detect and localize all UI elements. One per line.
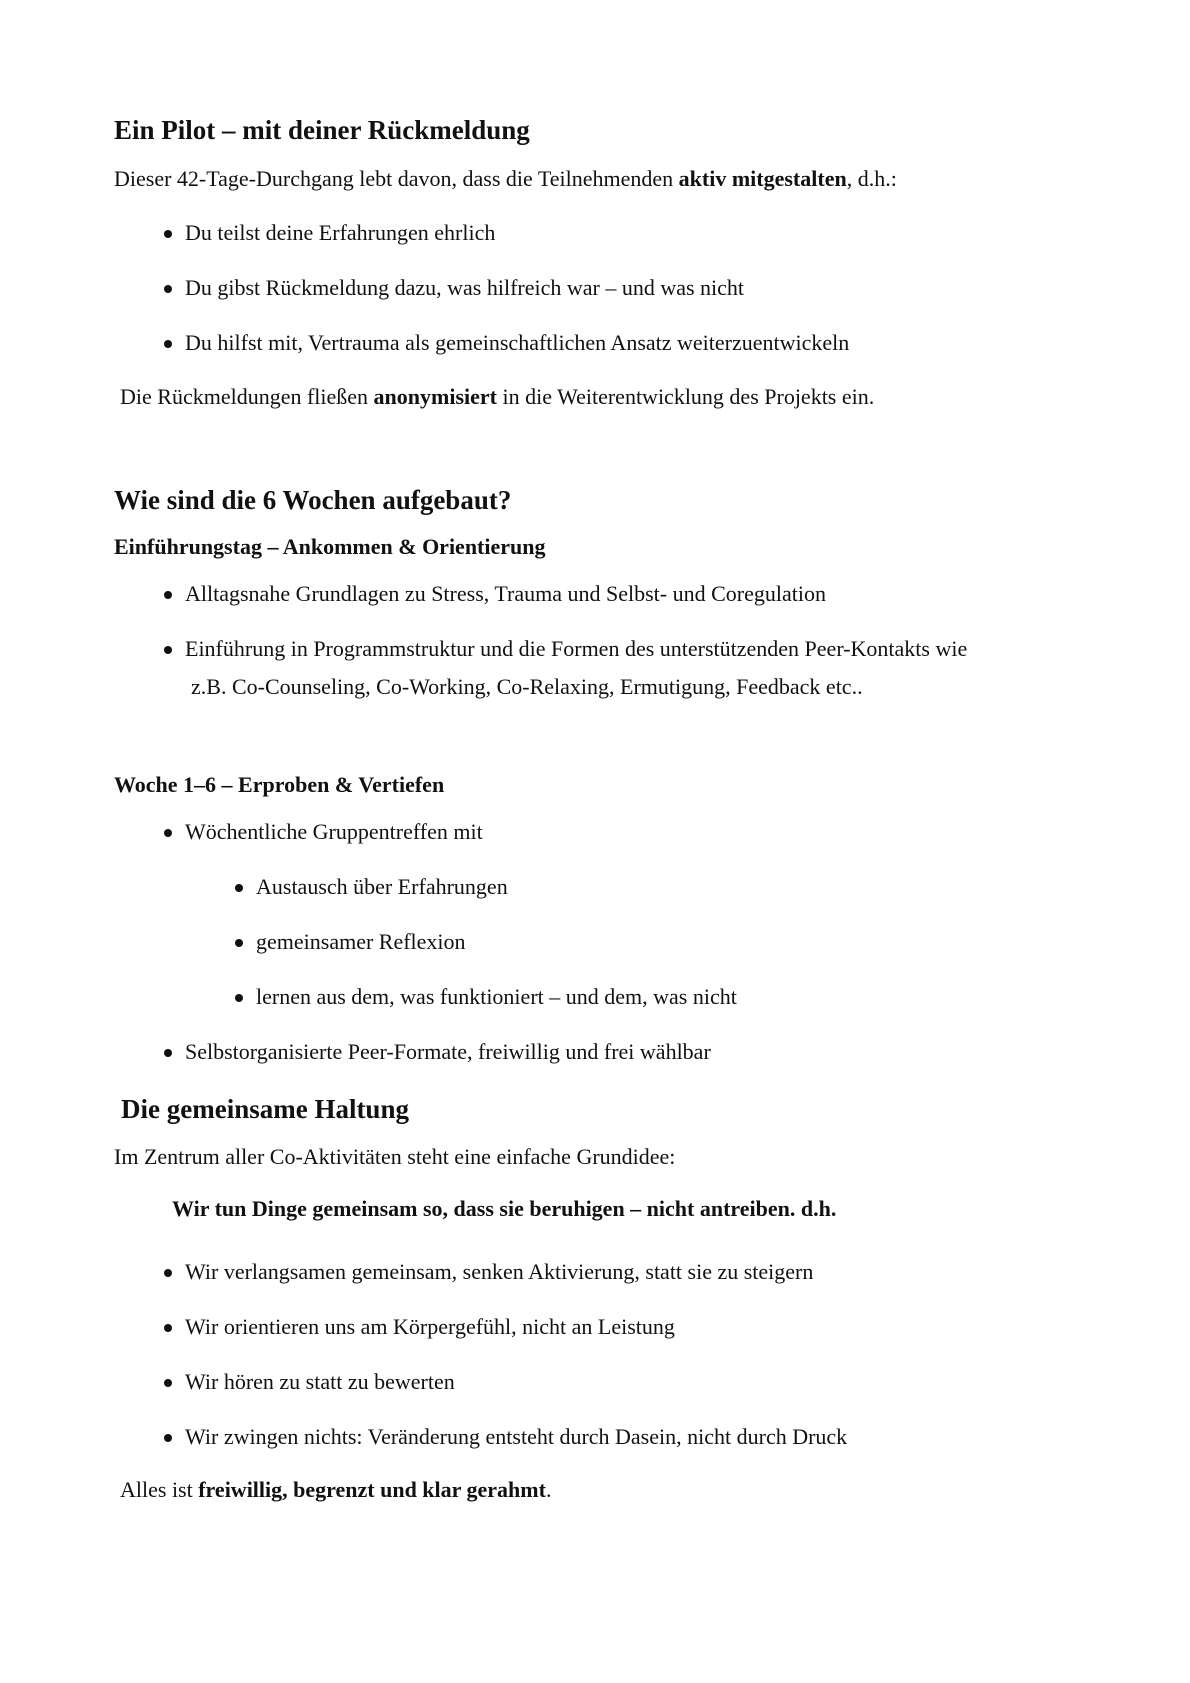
bullet-icon <box>164 829 172 837</box>
list-item: Wir orientieren uns am Körpergefühl, nicht an Leistung <box>185 1314 675 1339</box>
bullet-icon <box>164 591 172 599</box>
intro-emphasis: aktiv mitgestalten <box>678 166 847 191</box>
bullet-icon <box>164 285 172 293</box>
attitude-closing <box>120 1479 551 1501</box>
attitude-intro: Im Zentrum aller Co-Aktivitäten steht eine einfache Grundidee: <box>114 1144 676 1169</box>
attitude-motto: Wir tun Dinge gemeinsam so, dass sie beruhigen – nicht antreiben. d.h. <box>172 1196 837 1221</box>
heading-attitude: Die gemeinsame Haltung <box>121 1094 409 1124</box>
intro-text: Dieser 42-Tage-Durchgang lebt davon, dass die Teilnehmenden <box>114 166 679 191</box>
list-item: Wir verlangsamen gemeinsam, senken Aktivierung, statt sie zu steigern <box>185 1259 814 1284</box>
list-item: Einführung in Programmstruktur und die Formen des unterstützenden Peer-Kontakts wie <box>185 636 968 661</box>
closing-text: Alles ist <box>120 1477 199 1502</box>
list-item: Du teilst deine Erfahrungen ehrlich <box>185 220 496 245</box>
bullet-icon <box>164 646 172 654</box>
bullet-icon <box>235 994 243 1002</box>
closing-text: Die Rückmeldungen fließen <box>120 384 374 409</box>
list-item: Alltagsnahe Grundlagen zu Stress, Trauma und Selbst- und Coregulation <box>185 581 826 606</box>
bullet-icon <box>164 1049 172 1057</box>
list-item: Wir hören zu statt zu bewerten <box>185 1369 455 1394</box>
pilot-closing <box>120 386 874 408</box>
intro-suffix: , d.h.: <box>846 166 897 191</box>
closing-emphasis: anonymisiert <box>373 384 497 409</box>
closing-emphasis: freiwillig, begrenzt und klar gerahmt <box>198 1477 546 1502</box>
bullet-icon <box>164 230 172 238</box>
subheading-intro-day: Einführungstag – Ankommen & Orientierung <box>114 534 546 559</box>
sub-list-item: gemeinsamer Reflexion <box>256 929 466 954</box>
pilot-intro <box>114 168 897 190</box>
closing-suffix: in die Weiterentwicklung des Projekts ein. <box>497 384 875 409</box>
list-item: Wöchentliche Gruppentreffen mit <box>185 819 483 844</box>
bullet-icon <box>164 1324 172 1332</box>
closing-suffix: . <box>545 1477 552 1502</box>
subheading-weeks: Woche 1–6 – Erproben & Vertiefen <box>114 772 445 797</box>
bullet-icon <box>235 939 243 947</box>
list-item-continuation: z.B. Co-Counseling, Co-Working, Co-Relaxing, Ermutigung, Feedback etc.. <box>191 674 863 699</box>
list-item: Selbstorganisierte Peer-Formate, freiwillig und frei wählbar <box>185 1039 711 1064</box>
list-item: Du hilfst mit, Vertrauma als gemeinschaftlichen Ansatz weiterzuentwickeln <box>185 330 850 355</box>
heading-pilot: Ein Pilot – mit deiner Rückmeldung <box>114 115 530 145</box>
heading-structure: Wie sind die 6 Wochen aufgebaut? <box>114 485 512 515</box>
list-item: Du gibst Rückmeldung dazu, was hilfreich war – und was nicht <box>185 275 745 300</box>
bullet-icon <box>164 1434 172 1442</box>
bullet-icon <box>164 1379 172 1387</box>
bullet-icon <box>164 1269 172 1277</box>
sub-list-item: lernen aus dem, was funktioniert – und dem, was nicht <box>256 984 737 1009</box>
bullet-icon <box>235 884 243 892</box>
bullet-icon <box>164 340 172 348</box>
list-item: Wir zwingen nichts: Veränderung entsteht durch Dasein, nicht durch Druck <box>185 1424 848 1449</box>
sub-list-item: Austausch über Erfahrungen <box>256 874 508 899</box>
